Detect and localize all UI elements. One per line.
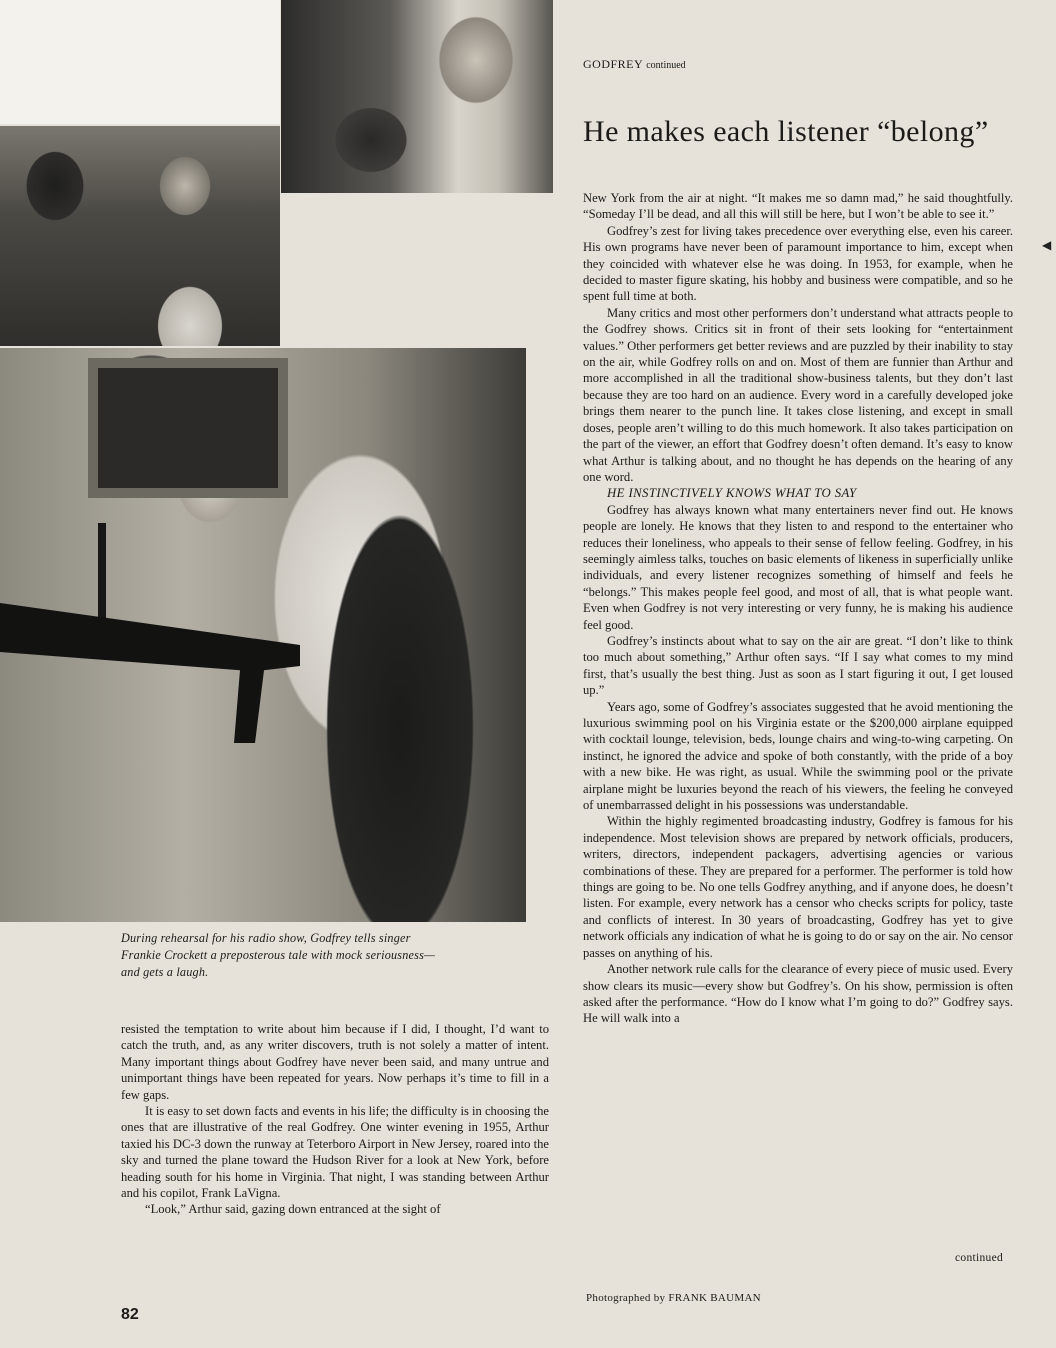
paragraph: It is easy to set down facts and events in his life; the difficulty is in choosing the ones that are illustrative of the real Godfrey. One winter evening in 1955, Arthur taxied his DC-3 down the runway at Teterboro Airport in New Jersey, roared into the sky and turned the plane toward the Hudson River for a look at New York, before heading south for his home in Virginia. That night, I was standing between Arthur and his copilot, Frank LaVigna. [121,1104,549,1201]
paragraph: resisted the temptation to write about him because if I did, I thought, I’d want to catch the truth, and, as any writer discovers, truth is not solely a matter of intent. Many important things about Godfrey have never been said, and many untrue and unimportant things have been repeated for years. Now perhaps it’s time to fill in a few gaps. [121,1022,549,1102]
right-column [583,190,1013,1027]
photo-caption: During rehearsal for his radio show, Godfrey tells singer Frankie Crockett a preposterous tale with mock seriousness—and gets a laugh. [121,931,436,979]
paragraph: Godfrey’s instincts about what to say on the air are great. “I don’t like to think too much about something,” Arthur often says. “If I say what comes to my mind first, that’s usually the best thing. Just as soon as I start figuring it out, I get loused up.” [583,633,1013,698]
blank-corner [0,0,280,124]
photo-rehearsal-laugh [0,348,526,922]
left-column [121,1021,549,1218]
paragraph: Years ago, some of Godfrey’s associates suggested that he avoid mentioning the luxurious swimming pool on his Virginia estate or the $200,000 airplane equipped with cocktail lounge, television, beds, lounge chairs and wing-to-wing carpeting. On instinct, he ignored the advice and spoke of both constantly, with the pride of a boy with a new bike. He was right, as usual. While the swimming pool or the private airplane might be luxuries beyond the reach of his viewers, the feeling he conveyed of unembarrassed delight in his possessions was understandable. [583,699,1013,813]
paragraph: Within the highly regimented broadcasting industry, Godfrey is famous for his independence. Most television shows are prepared by network officials, producers, writers, directors, independent packagers, advertising agencies or various combinations of these. They are prepared for a performer. The performer is told how things are going to be. No one tells Godfrey anything, and if anyone does, he doesn’t listen. For example, every network has a censor who checks scripts for policy, taste and conflicts of interest. In 30 years of broadcasting, Godfrey has yet to give network officials any indication of what he is going to do or say on the air. No censor passes on anything of his. [583,814,1013,960]
paragraph: Many critics and most other performers don’t understand what attracts people to the Godfrey shows. Critics sit in front of their sets looking for “entertainment values.” Other performers get better reviews and are puzzled by their inability to stay on the air, while Godfrey rolls on and on. Most of them are funnier than Arthur and more accomplished in all the traditional show-business talents, but they don’t last because they are too hard on an audience. Every word in a carefully developed joke brings them nearer to the punch line. It takes close listening, and except in small doses, people aren’t willing to do this much homework. It also takes participation on the part of the viewer, an effort that Godfrey doesn’t often demand. It’s easy to know what Arthur is talking about, and no thought he has depends on the hearing of any one word. [583,305,1013,484]
microphone [98,523,106,618]
article-title: He makes each listener “belong” [583,115,989,148]
studio-window [88,358,288,498]
paragraph: Another network rule calls for the clearance of every piece of music used. Every show clears its music—every show but Godfrey’s. On his show, permission is often asked after the performance. “How do I know what I’m going to do?” Godfrey says. He will walk into a [583,962,1013,1026]
photo-credit: Photographed by FRANK BAUMAN [586,1292,761,1304]
margin-arrow-icon: ◀ [1042,238,1052,252]
paragraph: New York from the air at night. “It makes me so damn mad,” he said thoughtfully. “Someday I’ll be dead, and all this will still be here, but I won’t be able to see it.” [583,191,1013,222]
photo-godfrey-whispering [281,0,553,193]
section-subhead: HE INSTINCTIVELY KNOWS WHAT TO SAY [607,486,857,501]
music-stand [0,603,300,743]
paragraph: “Look,” Arthur said, gazing down entranced at the sight of [145,1202,441,1217]
running-head-continued: continued [646,60,686,71]
page-number: 82 [121,1306,139,1323]
running-head-section: GODFREY [583,57,643,71]
photo-godfrey-and-singer [0,126,280,346]
paragraph: Godfrey has always known what many entertainers never find out. He knows people are lonely. He knows that they listen to and respond to the entertainer who reduces their loneliness, who appeals to their sense of fellow feeling. Godfrey, in his seemingly aimless talks, touches on basic elements of likeness in superficially unlike individuals, and every listener recognizes something of himself and feels he “belongs.” This makes people feel good, and most of all, that is what people want. Even when Godfrey is not very interesting or very funny, he is making his audience feel good. [583,502,1013,632]
running-head [583,57,686,72]
continued-mark: continued [955,1252,1004,1264]
paragraph: Godfrey’s zest for living takes precedence over everything else, even his career. His own programs have never been of paramount importance to him, except when they coincided with whatever else he was doing. In 1953, for example, when he decided to master figure skating, his hobby and business were compatible, and so he spent full time at both. [583,223,1013,304]
